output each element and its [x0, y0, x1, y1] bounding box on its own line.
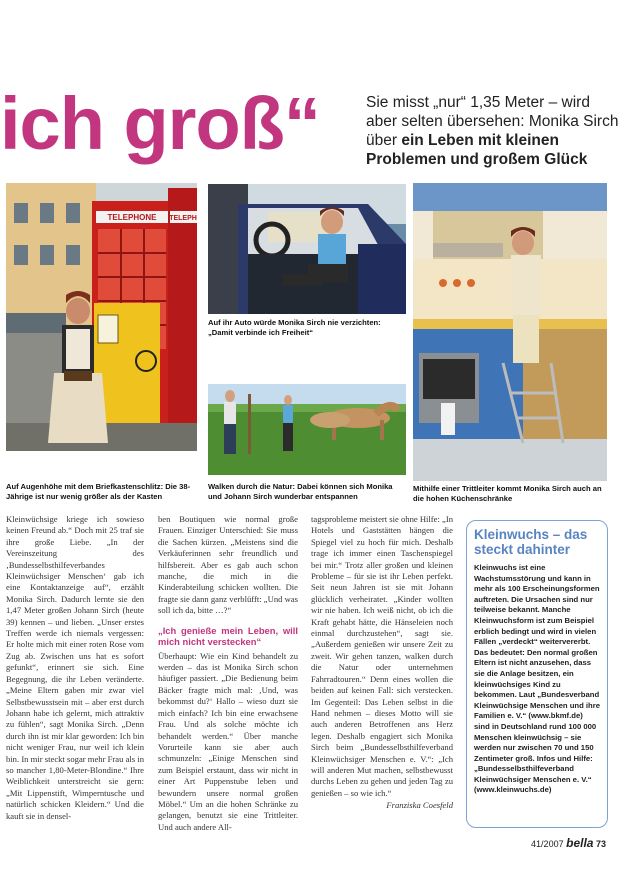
infobox-title: Kleinwuchs – das steckt dahinter: [474, 527, 588, 557]
photo-mailbox-image: [6, 183, 197, 451]
caption-mailbox: Auf Augenhöhe mit dem Briefkastenschlitz: Die 38-Jährige ist nur wenig größer als der Kasten: [6, 482, 191, 501]
photo-nature: [208, 384, 406, 475]
photo-nature-image: [208, 384, 406, 475]
photo-car-image: [208, 184, 406, 314]
photo-car: [208, 184, 406, 314]
page-number: 73: [595, 839, 606, 849]
photo-mailbox: [6, 183, 197, 451]
caption-car: Auf ihr Auto würde Monika Sirch nie verzichten: „Damit verbinde ich Freiheit“: [208, 318, 381, 337]
column-1-text: Kleinwüchsige kriege ich sowieso keinen Freund ab.“ Doch mit 25 traf sie ihre große Liebe. „In der Vereinszeitung des ‚Bundesselbsthilfeverbandes Kleinwüchsiger Menschen‘ gab ich eine Kontaktanzeige auf“, erzählt Monika Sirch. Dadurch lernte sie den 1,47 Meter großen Johann Sirch (heute 39) kennen – und lieben. „Unser erstes Treffen werde ich niemals vergessen: Er holte mich mit einer roten Rose vom Zug ab. Zwischen uns hat es sofort gefunkt“, erinnert sie sich. Eine Begegnung, die ihr Leben veränderte. „Meine Eltern gaben mir zwar viel Selbstbewusstsein mit – aber erst durch Johann habe ich gelernt, mich attraktiv zu fühlen“, sagt Monika Sirch. „Denn durch ihn ist mir klar geworden: Ich bin nicht weniger Frau, nur weil ich klein bin. In mir steckt sogar mehr Frau als in so mancher 1,80-Meter-Blondine.“ Ihre Weiblichkeit unterstreicht sie gern: „Mit Lippenstift, Wimperntusche und natürlich schicken Kleidern.“ Und die kauft sie in densel-: [6, 514, 144, 821]
headline: ich groß“: [0, 82, 320, 165]
column-3: [311, 514, 453, 812]
issue-number: 41/2007: [531, 839, 564, 849]
infobox: [466, 520, 608, 828]
column-2: [158, 514, 298, 833]
telephone-sign-2: TELEPH: [169, 215, 197, 222]
deck-text: Sie misst „nur“ 1,35 Meter – wird aber selten übersehen: Monika Sirch über: [366, 94, 619, 149]
column-3-text: tagsprobleme meistert sie ohne Hilfe: „In Hotels und Gaststätten hängen die Spiegel viel zu hoch für mich. Deshalb trage ich immer einen Taschenspiegel bei mir.“ Trotz aller großen und kleinen Probleme – für sie ist ihr Leben perfekt. Seit neun Jahren ist sie mit Johann glücklich verheiratet. „Kinder wollten wir nie haben. Ich weiß nicht, ob ich die Kraft gehabt hätte, die Hänseleien noch einmal durchzustehen“, sagt sie. „Außerdem genießen wir unsere Zeit zu zweit. Wir gehen tanzen, walken durch die Natur oder unternehmen Fahrradtouren.“ Denn eines wollen die beiden auf keinen Fall: sich verstecken. Im Gegenteil: Das Leben selbst in die Hand nehmen – dieses Motto will sie auch anderen Betroffenen ans Herz legen. Deshalb engagiert sich Monika Sirch beim „Bundesselbsthilfeverband Kleinwüchsiger Menschen e. V.“: „Ich will anderen Mut machen, selbstbewusst durchs Leben zu gehen und jeden Tag zu genießen – so wie ich.“: [311, 514, 453, 798]
caption-kitchen: Mithilfe einer Trittleiter kommt Monika Sirch auch an die hohen Küchenschränke: [413, 484, 602, 503]
column-1: [6, 514, 144, 822]
column-2-text-b: Überhaupt: Wie ein Kind behandelt zu werden – das ist Monika Sirch schon häufiger passiert. „Die Bedienung beim Bäcker fragte mich mal: ‚Und, was bekommst du?‘ Hallo – wieso duzt sie mich einfach? Ich bin eine erwachsene Frau. Und als solche möchte ich behandelt werden.“ Über manche Vorurteile kann sie aber auch schmunzeln: „Einige Menschen sind zum Beispiel erstaunt, dass wir nicht in einer Art Puppenstube leben und bewundern unsere normal großen Möbel.“ Um an die hohen Schränke zu gelangen, benutzt sie eine Trittleiter. Und auch andere All-: [158, 650, 298, 832]
author: Franziska Coesfeld: [386, 800, 453, 811]
deck-intro: [366, 93, 620, 169]
photo-kitchen: [413, 183, 607, 481]
column-2-subhead: „Ich genieße mein Leben, will mich nicht verstecken“: [158, 624, 298, 647]
caption-nature: Walken durch die Natur: Dabei können sich Monika und Johann Sirch wunderbar entspannen: [208, 482, 393, 501]
deck-bold: ein Leben mit kleinen Problemen und großem Glück: [366, 132, 588, 168]
infobox-text: Kleinwuchs ist eine Wachstumsstörung und kann in mehr als 100 Erscheinungsformen auftreten. Die Ursachen sind nur teilweise bekannt. Manche Kleinwuchsform ist zum Beispiel erblich bedingt und wird in vielen Fällen „verdeckt“ weitervererbt. Das bedeutet: Den normal großen Eltern ist nicht anzusehen, dass sie die Anlage besitzen, ein kleinwüchsiges Kind zu bekommen. Laut „Bundesverband Kleinwüchsige Menschen und ihre Familien e. V.“ (www.bkmf.de) sind in Deutschland rund 100 000 Menschen kleinwüchsig – sie werden nur zwischen 70 und 150 Zentimeter groß. Infos und Hilfe: „Bundesselbsthilfeverband Kleinwüchsiger Menschen e. V.“ (www.kleinwuchs.de): [474, 563, 601, 795]
photo-kitchen-image: [413, 183, 607, 481]
magazine-brand: bella: [566, 836, 594, 850]
page-footer: [531, 836, 606, 850]
telephone-sign: TELEPHONE: [107, 213, 157, 222]
column-2-text-a: ben Boutiquen wie normal große Frauen. Einziger Unterschied: Sie muss die Sachen kürzen. „Meistens sind die Verkäuferinnen sehr freundlich und hilfsbereit. Aber es gab auch schon manche, die mich in die Kinderabteilung schicken wollten. Die fragte sie dann ganz verblüfft: „Und was soll ich da, bitte …?“: [158, 514, 298, 616]
